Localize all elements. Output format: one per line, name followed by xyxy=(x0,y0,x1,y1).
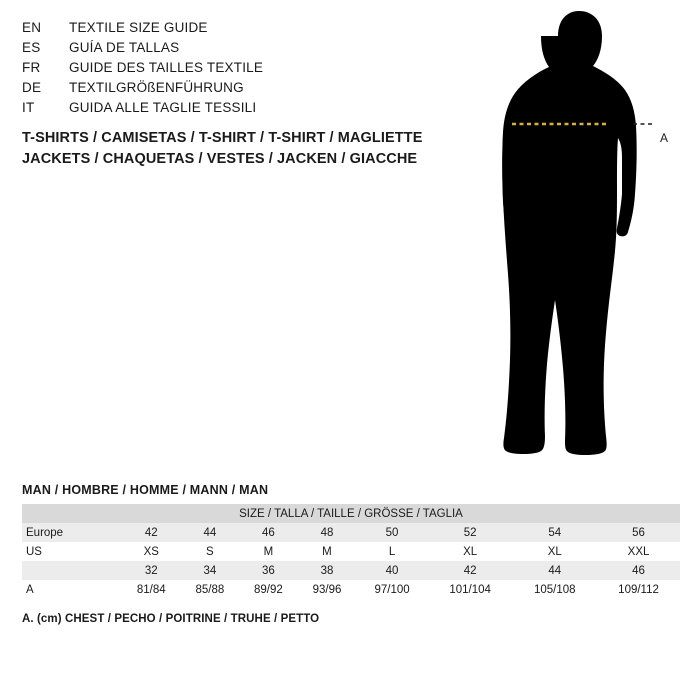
cell-us-5: XL xyxy=(428,542,513,561)
language-code-it: IT xyxy=(22,100,35,115)
language-text-es: GUÍA DE TALLAS xyxy=(69,40,180,55)
table-row xyxy=(22,580,680,599)
chest-marker-label: A xyxy=(660,131,669,145)
cell-europe-3: 48 xyxy=(298,523,357,542)
silhouette-shape xyxy=(502,11,636,455)
cell-a-6: 105/108 xyxy=(512,580,597,599)
cell-europe-6: 54 xyxy=(512,523,597,542)
language-code-es: ES xyxy=(22,40,41,55)
cell-a-7: 109/112 xyxy=(597,580,680,599)
row-label-a: A xyxy=(22,580,122,599)
cell-us-3: M xyxy=(298,542,357,561)
table-header-label: SIZE / TALLA / TAILLE / GRÖSSE / TAGLIA xyxy=(22,504,680,523)
cell-us-0: XS xyxy=(122,542,181,561)
table-header-row xyxy=(22,504,680,523)
male-silhouette-illustration xyxy=(455,8,695,473)
measurement-footnote: A. (cm) CHEST / PECHO / POITRINE / TRUHE / PETTO xyxy=(22,613,320,625)
cell-europe-4: 50 xyxy=(356,523,428,542)
language-row-de xyxy=(22,78,452,98)
cell-a-0: 81/84 xyxy=(122,580,181,599)
cell-a-1: 85/88 xyxy=(181,580,240,599)
cell-us-4: L xyxy=(356,542,428,561)
garment-line-jackets: JACKETS / CHAQUETAS / VESTES / JACKEN / GIACCHE xyxy=(22,151,418,167)
cell-europe-0: 42 xyxy=(122,523,181,542)
language-text-de: TEXTILGRÖßENFÜHRUNG xyxy=(69,80,244,95)
garment-type-block xyxy=(22,128,492,170)
table-row xyxy=(22,523,680,542)
cell-usnum-2: 36 xyxy=(239,561,298,580)
language-header-block xyxy=(22,18,452,118)
cell-europe-5: 52 xyxy=(428,523,513,542)
cell-us-2: M xyxy=(239,542,298,561)
cell-europe-2: 46 xyxy=(239,523,298,542)
language-code-de: DE xyxy=(22,80,42,95)
language-text-en: TEXTILE SIZE GUIDE xyxy=(69,20,208,35)
cell-us-7: XXL xyxy=(597,542,680,561)
cell-usnum-6: 44 xyxy=(512,561,597,580)
language-row-fr xyxy=(22,58,452,78)
cell-usnum-4: 40 xyxy=(356,561,428,580)
cell-a-4: 97/100 xyxy=(356,580,428,599)
language-code-en: EN xyxy=(22,20,42,35)
language-row-en xyxy=(22,18,452,38)
cell-europe-1: 44 xyxy=(181,523,240,542)
garment-line-tshirts: T-SHIRTS / CAMISETAS / T-SHIRT / T-SHIRT / MAGLIETTE xyxy=(22,130,423,146)
cell-us-1: S xyxy=(181,542,240,561)
table-group-title: MAN / HOMBRE / HOMME / MANN / MAN xyxy=(22,483,269,497)
row-label-us-numeric xyxy=(22,561,122,580)
row-label-us: US xyxy=(22,542,122,561)
table-row xyxy=(22,542,680,561)
cell-a-2: 89/92 xyxy=(239,580,298,599)
table-row xyxy=(22,561,680,580)
language-text-fr: GUIDE DES TAILLES TEXTILE xyxy=(69,60,264,75)
cell-us-6: XL xyxy=(512,542,597,561)
size-table-section xyxy=(22,483,680,625)
cell-usnum-7: 46 xyxy=(597,561,680,580)
cell-a-3: 93/96 xyxy=(298,580,357,599)
language-code-fr: FR xyxy=(22,60,41,75)
cell-usnum-1: 34 xyxy=(181,561,240,580)
row-label-europe: Europe xyxy=(22,523,122,542)
language-text-it: GUIDA ALLE TAGLIE TESSILI xyxy=(69,100,257,115)
cell-a-5: 101/104 xyxy=(428,580,513,599)
cell-usnum-3: 38 xyxy=(298,561,357,580)
cell-usnum-5: 42 xyxy=(428,561,513,580)
language-row-it xyxy=(22,98,452,118)
cell-europe-7: 56 xyxy=(597,523,680,542)
language-row-es xyxy=(22,38,452,58)
cell-usnum-0: 32 xyxy=(122,561,181,580)
size-table xyxy=(22,504,680,599)
